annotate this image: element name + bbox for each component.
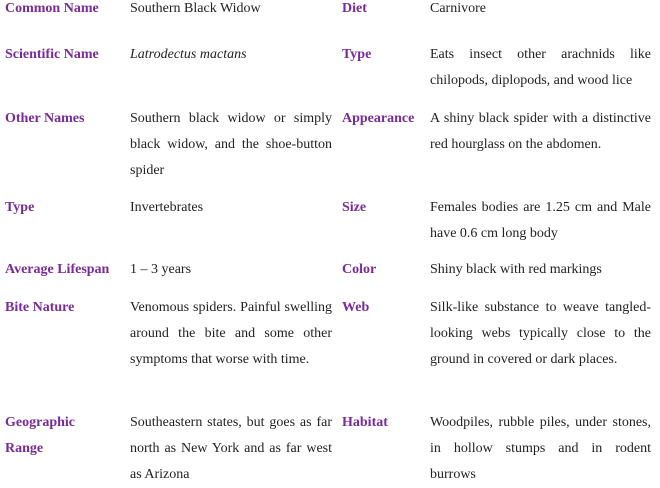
row-label-appearance: Appearance	[342, 111, 415, 126]
row-label-type: Type	[5, 200, 35, 215]
row-label-range: Range	[5, 441, 44, 456]
value-habitat: Woodpiles, rubble piles, under stones, in hollow stumps and in rodent burrows	[430, 415, 651, 482]
value-scientific-name: Latrodectus mactans	[130, 47, 247, 62]
value-size: Females bodies are 1.25 cm and Male have 0.6 cm long body	[430, 200, 651, 241]
value-appearance: A shiny black spider with a distinctive red hourglass on the abdomen.	[430, 111, 651, 152]
value-bite-nature: Venomous spiders. Painful swelling around the bite and some other symptoms that worse with time.	[130, 300, 332, 367]
value-diet: Carnivore	[430, 1, 486, 16]
value-geographic-range: Southeastern states, but goes as far north as New York and as far west as Arizona	[130, 415, 332, 482]
value-other-names: Southern black widow or simply black widow, and the shoe-button spider	[130, 111, 332, 178]
row-label-habitat: Habitat	[342, 415, 388, 430]
row-label-bite-nature: Bite Nature	[5, 300, 75, 315]
row-label-size: Size	[342, 200, 367, 215]
row-label-other-names: Other Names	[5, 111, 85, 126]
row-label-type-diet: Type	[342, 47, 372, 62]
row-label-color: Color	[342, 262, 377, 277]
row-label-diet: Diet	[342, 1, 367, 16]
value-common-name: Southern Black Widow	[130, 1, 261, 16]
row-label-web: Web	[342, 300, 370, 315]
value-web: Silk-like substance to weave tangled-looking webs typically close to the ground in covered or dark places.	[430, 300, 651, 367]
row-label-geographic: Geographic	[5, 415, 75, 430]
value-color: Shiny black with red markings	[430, 262, 602, 277]
value-average-lifespan: 1 – 3 years	[130, 262, 192, 277]
row-label-common-name: Common Name	[5, 1, 99, 16]
row-label-average-lifespan: Average Lifespan	[5, 262, 110, 277]
value-diet-type: Eats insect other arachnids like chilopods, diplopods, and wood lice	[430, 47, 651, 88]
value-type: Invertebrates	[130, 200, 204, 215]
row-label-scientific-name: Scientific Name	[5, 47, 99, 62]
